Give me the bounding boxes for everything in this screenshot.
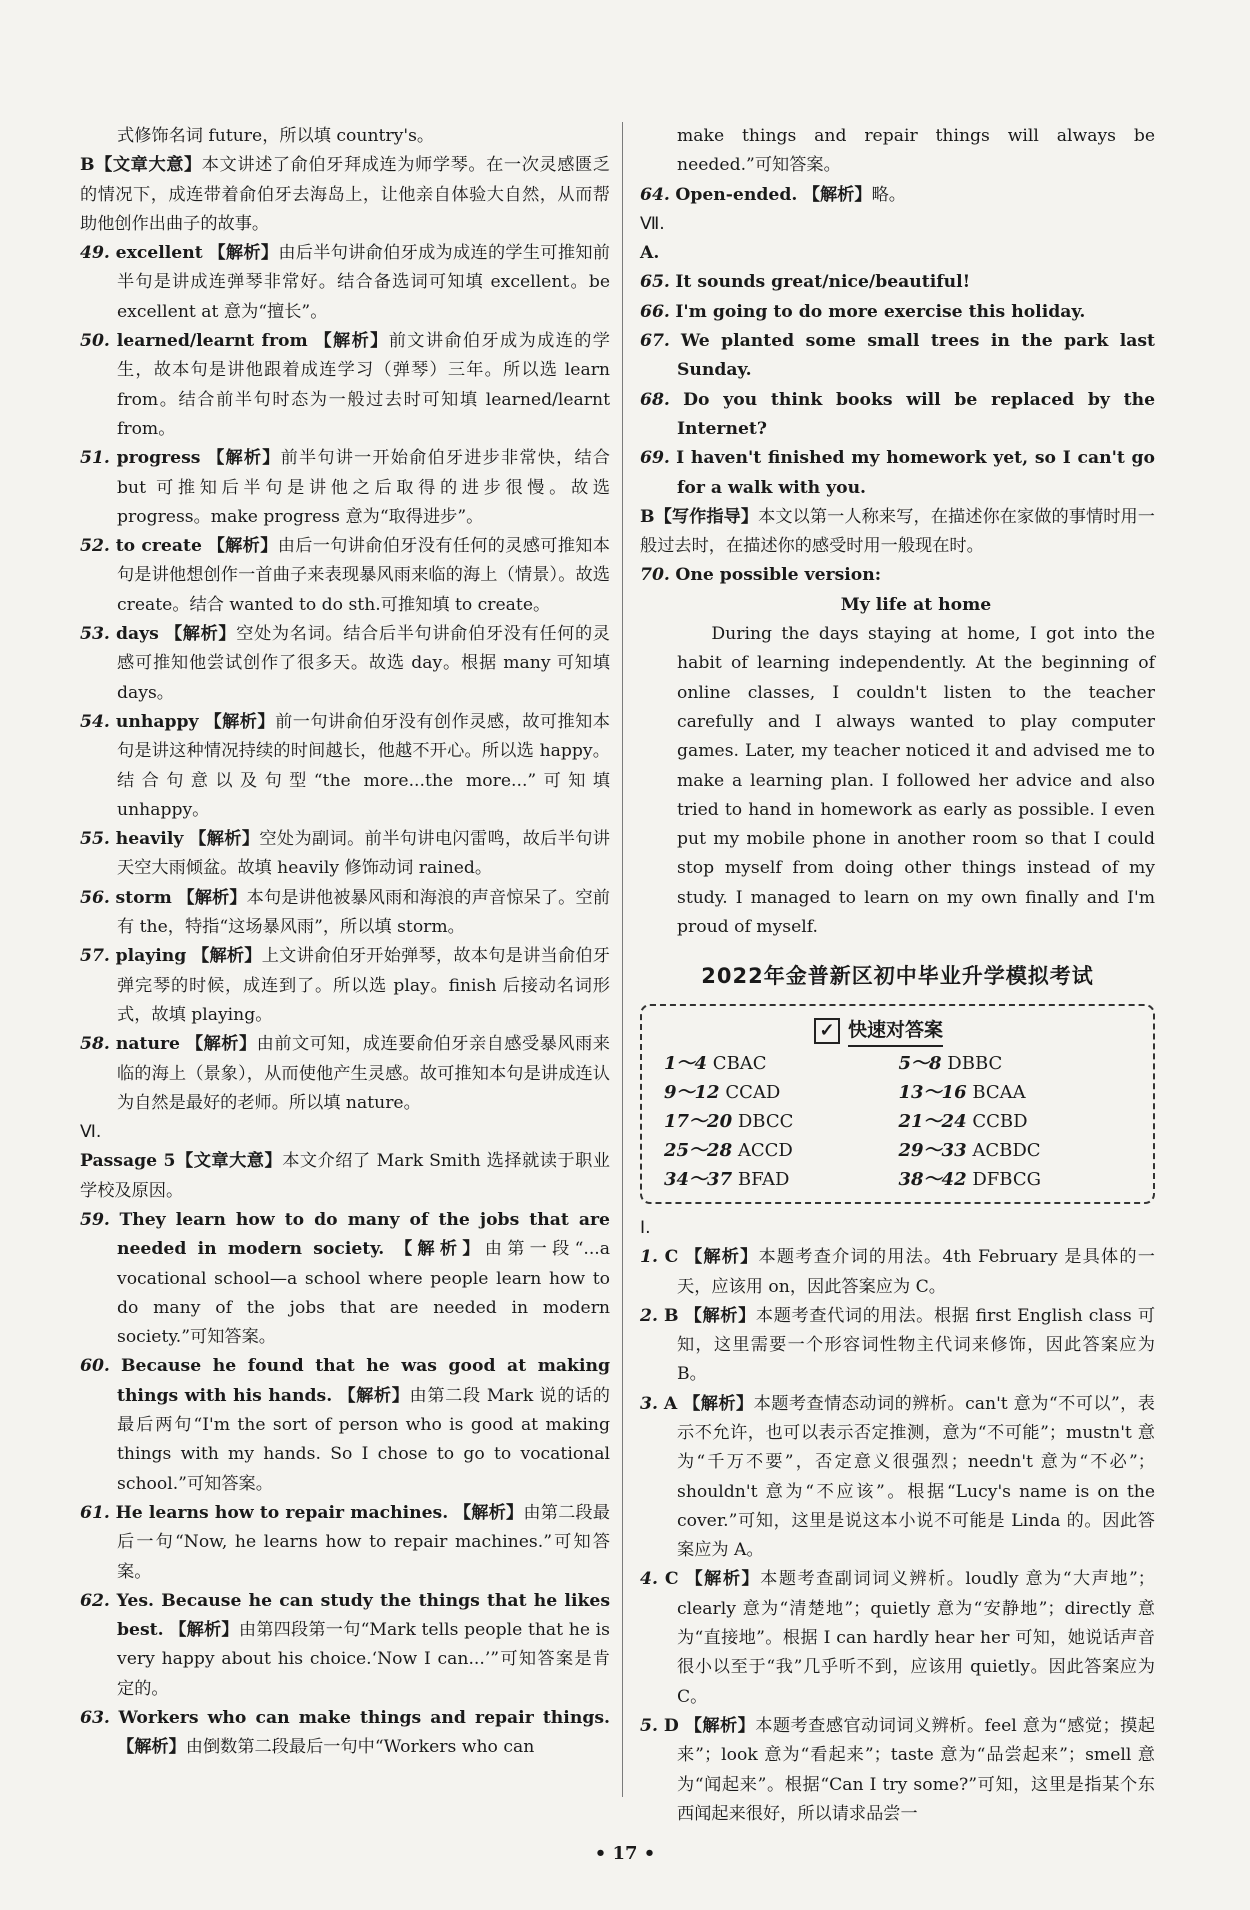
answer-text: We planted some small trees in the park last Sunday.	[677, 331, 1155, 381]
answer-item	[80, 1030, 610, 1118]
answer-key-cell	[664, 1107, 899, 1136]
part-label: A.	[640, 243, 660, 264]
passage-summary	[80, 1147, 610, 1206]
question-number: 66.	[640, 301, 670, 322]
answer-range: 29～33	[898, 1139, 967, 1161]
answer-text: I'm going to do more exercise this holiday.	[675, 301, 1086, 322]
answer-item	[640, 1565, 1155, 1711]
question-number: 68.	[640, 389, 670, 410]
answer-key-cell	[664, 1165, 899, 1194]
answer-item	[640, 1712, 1155, 1829]
left-column	[80, 122, 610, 1763]
analysis-tag: 【解析】	[177, 887, 247, 908]
answer-letters: CBAC	[712, 1052, 767, 1074]
analysis-tag: 【解析】	[207, 536, 278, 557]
answer-item	[640, 298, 1155, 327]
exam-title: 2022年金普新区初中毕业升学模拟考试	[701, 964, 1094, 989]
analysis-tag: 【解析】	[169, 1620, 239, 1641]
answer-text: playing	[115, 946, 187, 967]
answer-text: D	[663, 1715, 679, 1736]
summary-text: 本文以第一人称来写，在描述你在家做的事情时用一般过去时，在描述你的感受时用一般现在时。	[640, 506, 1155, 557]
answer-item	[80, 620, 610, 708]
analysis-tag: 【解析】	[208, 243, 279, 264]
answer-box-header	[814, 1016, 1133, 1047]
answer-key-cell	[899, 1165, 1134, 1194]
answer-key-cell	[899, 1136, 1134, 1165]
answer-text: Workers who can make things and repair things.	[118, 1708, 611, 1729]
analysis-tag: 【解析】	[683, 1393, 754, 1414]
answer-key-cell	[899, 1107, 1134, 1136]
analysis-tag: 【解析】	[207, 448, 281, 469]
question-number: 50.	[80, 331, 110, 352]
column-divider	[622, 122, 623, 1797]
question-number: 2.	[640, 1305, 658, 1326]
answer-text: nature	[115, 1034, 180, 1055]
passage-summary	[640, 503, 1155, 562]
answer-text: learned/learnt from	[116, 331, 308, 352]
answer-item	[640, 1302, 1155, 1390]
analysis-tag: 【解析】	[684, 1247, 759, 1268]
answer-item	[80, 1704, 610, 1763]
question-number: 58.	[80, 1034, 110, 1055]
section-numeral: Ⅰ.	[640, 1217, 651, 1238]
analysis-tag: 【解析】	[204, 711, 276, 732]
continuation-text: 式修饰名词 future，所以填 country's。	[117, 126, 435, 146]
analysis-tag: 【解析】	[314, 331, 389, 352]
question-number: 59.	[80, 1209, 110, 1230]
answer-item	[80, 942, 610, 1030]
question-number: 63.	[80, 1708, 110, 1729]
answer-range: 5～8	[898, 1052, 942, 1074]
answer-item	[80, 1352, 610, 1498]
question-number: 60.	[80, 1356, 110, 1377]
analysis-text: 前一句讲俞伯牙没有创作灵感，故可推知本句是讲这种情况持续的时间越长，他越不开心。所以选 happy。结合句意以及句型“the more...the more...”可知填 unhappy。	[117, 711, 610, 820]
answer-range: 38～42	[898, 1168, 967, 1190]
analysis-text: 上文讲俞伯牙开始弹琴，故本句是讲当俞伯牙弹完琴的时候，成连到了。所以选 play。finish 后接动名词形式，故填 playing。	[117, 946, 610, 1025]
answer-key-cell	[899, 1078, 1134, 1107]
analysis-tag: 【解析】	[394, 1239, 485, 1260]
analysis-text: 由第一段“...a vocational school—a school where people learn how to do many of the jobs that are needed in modern society.”可知答案。	[117, 1239, 610, 1348]
analysis-tag: 【解析】	[164, 624, 237, 645]
answer-range: 25～28	[664, 1139, 733, 1161]
right-column	[640, 122, 1155, 1829]
answer-letters: CCAD	[725, 1081, 781, 1103]
analysis-text: 空处为副词。前半句讲电闪雷鸣，故后半句讲天空大雨倾盆。故填 heavily 修饰动词 rained。	[117, 829, 610, 879]
answer-letters: DFBCG	[972, 1168, 1041, 1190]
answer-text: Do you think books will be replaced by the Internet?	[677, 389, 1156, 439]
answer-key-cell	[664, 1049, 899, 1078]
summary-text: 本文讲述了俞伯牙拜成连为师学琴。在一次灵感匮乏的情况下，成连带着俞伯牙去海岛上，让他亲自体验大自然，从而帮助他创作出曲子的故事。	[80, 155, 610, 234]
answer-letters: ACBDC	[972, 1139, 1041, 1161]
analysis-tag: 【解析】	[453, 1502, 524, 1523]
answer-grid	[664, 1049, 1133, 1194]
answer-item	[80, 884, 610, 943]
answer-range: 13～16	[898, 1081, 967, 1103]
question-number: 3.	[640, 1393, 658, 1414]
summary-tag: 【文章大意】	[175, 1151, 283, 1172]
analysis-tag: 【解析】	[185, 1034, 257, 1055]
page-number: • 17 •	[594, 1843, 656, 1864]
question-number: 57.	[80, 946, 110, 967]
analysis-tag: 【解析】	[684, 1715, 756, 1736]
answer-range: 21～24	[898, 1110, 967, 1132]
answer-item	[640, 386, 1155, 445]
analysis-text: 本题考查感官动词词义辨析。feel 意为“感觉；摸起来”；look 意为“看起来”；taste 意为“品尝起来”；smell 意为“闻起来”。根据“Can I try some?”可知，这里是指某个东西闻起来很好，所以请求品尝一	[677, 1715, 1155, 1824]
question-number: 55.	[80, 829, 110, 850]
check-icon: ✓	[814, 1018, 840, 1044]
analysis-text: 由第二段最后一句“Now, he learns how to repair machines.”可知答案。	[117, 1502, 610, 1582]
answer-item	[80, 708, 610, 825]
answer-item	[80, 1206, 610, 1352]
answer-item	[640, 327, 1155, 386]
answer-item	[640, 1243, 1155, 1302]
analysis-text: 本题考查代词的用法。根据 first English class 可知，这里需要一个形容词性物主代词来修饰，因此答案应为 B。	[677, 1305, 1156, 1385]
answer-item	[640, 561, 1155, 590]
answer-text: C	[664, 1247, 679, 1268]
continuation-text: make things and repair things will always be needed.”可知答案。	[677, 126, 1155, 176]
answer-item	[80, 532, 610, 620]
answer-box-title: 快速对答案	[848, 1016, 943, 1047]
answer-text: One possible version:	[675, 565, 882, 586]
question-number: 64.	[640, 184, 670, 205]
analysis-text: 由后一句讲俞伯牙没有任何的灵感可推知本句是讲他想创作一首曲子来表现暴风雨来临的海上（情景）。故选 create。结合 wanted to do sth.可推知填 to create。	[117, 536, 610, 615]
analysis-tag: 【解析】	[192, 946, 262, 967]
analysis-tag: 【解析】	[338, 1385, 410, 1406]
answer-text: A	[663, 1393, 678, 1414]
question-number: 1.	[640, 1247, 658, 1268]
analysis-tag: 【解析】	[684, 1305, 756, 1326]
analysis-text: 由后半句讲俞伯牙成为成连的学生可推知前半句是讲成连弹琴非常好。结合备选词可知填 excellent。be excellent at 意为“擅长”。	[117, 243, 610, 322]
answer-key-cell	[664, 1078, 899, 1107]
answer-item	[80, 239, 610, 327]
answer-item	[640, 444, 1155, 503]
question-number: 61.	[80, 1502, 110, 1523]
summary-tag: 【文章大意】	[94, 155, 202, 176]
answer-item	[640, 1390, 1155, 1566]
answer-key-cell	[899, 1049, 1134, 1078]
analysis-tag: 【解析】	[802, 184, 872, 205]
passage-label: B	[80, 155, 95, 176]
answer-letters: DBCC	[737, 1110, 794, 1132]
answer-box	[640, 1004, 1155, 1204]
analysis-tag: 【解析】	[117, 1737, 186, 1758]
analysis-text: 由第四段第一句“Mark tells people that he is very happy about his choice.‘Now I can...’”可知答案是肯定的。	[117, 1620, 610, 1699]
analysis-text: 略。	[871, 184, 906, 205]
answer-letters: ACCD	[737, 1139, 793, 1161]
analysis-text: 前半句讲一开始俞伯牙进步非常快，结合 but 可推知后半句是讲他之后取得的进步很慢。故选 progress。make progress 意为“取得进步”。	[117, 448, 610, 527]
analysis-text: 由倒数第二段最后一句中“Workers who can	[185, 1737, 535, 1758]
answer-letters: CCBD	[972, 1110, 1028, 1132]
answer-item	[80, 444, 610, 532]
answer-text: C	[664, 1569, 679, 1590]
answer-text: He learns how to repair machines.	[115, 1502, 449, 1523]
passage-summary	[80, 151, 610, 239]
section-numeral: Ⅵ.	[80, 1122, 102, 1143]
answer-text: Open-ended.	[675, 184, 798, 205]
answer-key-cell	[664, 1136, 899, 1165]
passage-label: B	[640, 506, 655, 527]
passage-label: Passage 5	[80, 1151, 176, 1172]
question-number: 52.	[80, 536, 110, 557]
question-number: 4.	[640, 1569, 658, 1590]
answer-range: 9～12	[664, 1081, 720, 1103]
answer-text: I haven't finished my homework yet, so I can't go for a walk with you.	[676, 448, 1155, 498]
section-numeral: Ⅶ.	[640, 213, 665, 234]
summary-text: 本文介绍了 Mark Smith 选择就读于职业学校及原因。	[80, 1151, 610, 1201]
answer-text: excellent	[115, 243, 203, 264]
answer-item	[640, 268, 1155, 297]
analysis-text: 本题考查情态动词的辨析。can't 意为“不可以”，表示不允许，也可以表示否定推测，意为“不可能”；mustn't 意为“千万不要”，否定意义很强烈；needn't 意为“不必”；shouldn't 意为“不应该”。根据“Lucy's name is on the cover.”可知，这里是说这本小说不可能是 Linda 的。因此答案应为 A。	[677, 1393, 1155, 1561]
answer-letters: DBBC	[947, 1052, 1003, 1074]
analysis-text: 由第二段 Mark 说的话的最后两句“I'm the sort of person who is good at making things with my hands. So I chose to go to vocational school.”可知答案。	[117, 1385, 610, 1494]
answer-letters: BFAD	[737, 1168, 790, 1190]
question-number: 5.	[640, 1715, 658, 1736]
answer-text: Because he found that he was good at making things with his hands.	[117, 1356, 610, 1406]
question-number: 53.	[80, 624, 110, 645]
question-number: 65.	[640, 272, 670, 293]
question-number: 56.	[80, 887, 110, 908]
answer-text: heavily	[115, 829, 184, 850]
question-number: 51.	[80, 448, 110, 469]
analysis-text: 本题考查介词的用法。4th February 是具体的一天，应该用 on，因此答案应为 C。	[677, 1247, 1155, 1297]
analysis-text: 本句是讲他被暴风雨和海浪的声音惊呆了。空前有 the，特指“这场暴风雨”，所以填 storm。	[117, 887, 610, 938]
analysis-text: 前文讲俞伯牙成为成连的学生，故本句是讲他跟着成连学习（弹琴）三年。所以选 learn from。结合前半句时态为一般过去时可知填 learned/learnt from。	[117, 331, 610, 439]
answer-text: B	[664, 1305, 679, 1326]
right-bottom-section	[640, 1214, 1155, 1829]
question-number: 54.	[80, 711, 110, 732]
answer-text: It sounds great/nice/beautiful!	[675, 272, 971, 293]
question-number: 67.	[640, 331, 670, 352]
answer-text: to create	[115, 536, 202, 557]
question-number: 49.	[80, 243, 110, 264]
answer-text: storm	[115, 887, 172, 908]
answer-text: unhappy	[115, 711, 199, 732]
essay-title: My life at home	[840, 594, 992, 615]
answer-item	[80, 1499, 610, 1587]
answer-item	[80, 1587, 610, 1704]
analysis-tag: 【解析】	[189, 829, 260, 850]
answer-letters: BCAA	[972, 1081, 1026, 1103]
analysis-tag: 【解析】	[685, 1569, 761, 1590]
answer-item	[640, 181, 1155, 210]
question-number: 70.	[640, 565, 670, 586]
analysis-text: 空处为名词。结合后半句讲俞伯牙没有任何的灵感可推知他尝试创作了很多天。故选 day。根据 many 可知填 days。	[117, 624, 610, 703]
analysis-text: 由前文可知，成连要俞伯牙亲自感受暴风雨来临的海上（景象），从而使他产生灵感。故可推知本句是讲成连认为自然是最好的老师。所以填 nature。	[117, 1034, 610, 1113]
answer-range: 34～37	[664, 1168, 733, 1190]
answer-text: progress	[116, 448, 201, 469]
right-top-section	[640, 122, 1155, 591]
analysis-text: 本题考查副词词义辨析。loudly 意为“大声地”；clearly 意为“清楚地”；quietly 意为“安静地”；directly 意为“直接地”。根据 I can hardly hear her 可知，她说话声音很小以至于“我”几乎听不到，应该用 quietly。因此答案应为 C。	[677, 1569, 1155, 1707]
essay-body: During the days staying at home, I got into the habit of learning independently. At the beginning of online classes, I couldn't listen to the teacher carefully and I always wanted to play computer games. Later, my teacher noticed it and advised me to make a learning plan. I followed her advice and also tried to hand in homework as early as possible. I even put my mobile phone in another room so that I could stop myself from doing other things instead of my study. I managed to learn on my own finally and I'm proud of myself.	[677, 624, 1155, 938]
answer-text: They learn how to do many of the jobs that are needed in modern society.	[117, 1209, 610, 1260]
answer-item	[80, 327, 610, 444]
question-number: 62.	[80, 1590, 110, 1611]
question-number: 69.	[640, 448, 670, 469]
answer-range: 1～4	[664, 1052, 708, 1074]
answer-text: Yes. Because he can study the things that he likes best.	[116, 1590, 610, 1641]
answer-item	[80, 825, 610, 884]
answer-range: 17～20	[664, 1110, 733, 1132]
summary-tag: 【写作指导】	[654, 506, 759, 527]
answer-text: days	[116, 624, 159, 645]
